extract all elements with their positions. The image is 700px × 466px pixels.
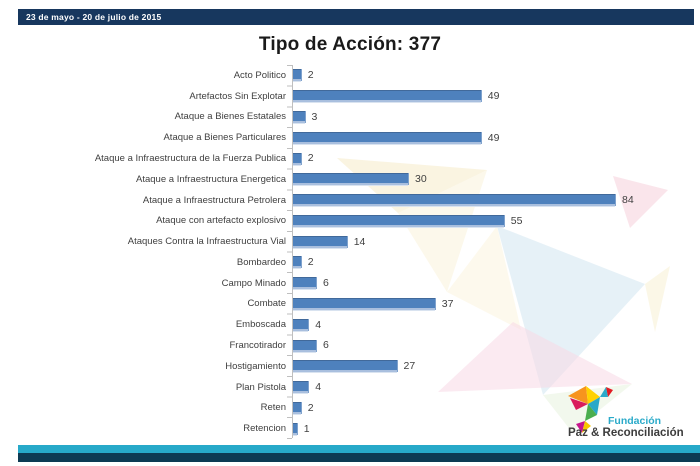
bar [293, 153, 301, 165]
category-label: Retencion [243, 423, 286, 435]
category-label: Bombardeo [236, 256, 286, 268]
value-label: 30 [415, 173, 427, 186]
footer-dark-strip [18, 453, 700, 462]
date-range-banner [18, 9, 694, 25]
date-range-text: 23 de mayo - 20 de julio de 2015 [26, 12, 162, 22]
chart-row [0, 252, 700, 273]
bar [293, 90, 481, 102]
value-label: 49 [487, 90, 500, 103]
bar [293, 298, 435, 310]
chart-row [0, 210, 700, 231]
bar [293, 173, 408, 185]
org-logo [556, 384, 696, 442]
chart-row [0, 314, 700, 335]
category-label: Ataque a Bienes Estatales [174, 111, 286, 123]
category-label: Ataque a Infraestructura Petrolera [142, 194, 286, 206]
bar [293, 194, 615, 206]
bar [293, 360, 397, 372]
category-label: Campo Minado [221, 277, 286, 289]
category-label: Reten [260, 402, 286, 414]
category-label: Francotirador [229, 339, 286, 351]
chart-row [0, 127, 700, 148]
value-label: 49 [487, 131, 500, 144]
category-label: Ataque a Infraestructura Energetica [136, 173, 286, 185]
value-label: 4 [315, 381, 322, 394]
chart-row [0, 65, 700, 86]
chart-row [0, 356, 700, 377]
value-label: 2 [307, 69, 314, 82]
value-label: 2 [307, 401, 314, 414]
bar [293, 319, 308, 331]
chart-row [0, 231, 700, 252]
category-label: Hostigamiento [225, 360, 286, 372]
bar [293, 132, 481, 144]
value-label: 6 [323, 277, 329, 290]
chart-row [0, 190, 700, 211]
bar [293, 256, 301, 268]
value-label: 6 [323, 339, 329, 352]
category-label: Ataque con artefacto explosivo [156, 215, 286, 227]
chart-row [0, 294, 700, 315]
bar [293, 402, 301, 414]
value-label: 3 [311, 110, 318, 123]
bar [293, 423, 297, 435]
category-label: Ataque a Bienes Particulares [163, 132, 286, 144]
category-label: Combate [247, 298, 286, 310]
logo-org-name: Fundación [608, 415, 662, 427]
value-label: 4 [315, 318, 322, 331]
chart-row [0, 335, 700, 356]
bar [293, 111, 305, 123]
category-label: Ataque a Infraestructura de la Fuerza Publica [94, 152, 286, 164]
chart-row [0, 273, 700, 294]
category-label: Emboscada [235, 319, 286, 331]
chart-row [0, 169, 700, 190]
category-label: Ataques Contra la Infraestructura Vial [127, 236, 286, 248]
chart-row [0, 86, 700, 107]
bar-chart [0, 65, 700, 439]
page-title: Tipo de Acción: 377 [258, 34, 442, 55]
bar [293, 69, 301, 81]
bar [293, 215, 504, 227]
footer-accent-strip [18, 445, 700, 453]
category-label: Plan Pistola [235, 381, 286, 393]
value-label: 27 [403, 360, 416, 373]
logo-org-subname: Paz & Reconciliación [568, 427, 684, 439]
category-label: Acto Politico [233, 69, 286, 81]
value-label: 84 [622, 194, 634, 207]
value-label: 14 [353, 235, 366, 248]
chart-row [0, 107, 700, 128]
value-label: 37 [441, 297, 454, 310]
category-label: Artefactos Sin Explotar [189, 90, 286, 102]
bar [293, 236, 347, 248]
value-label: 1 [303, 422, 310, 435]
value-label: 55 [510, 214, 523, 227]
bar [293, 381, 308, 393]
chart-row [0, 148, 700, 169]
bar [293, 277, 316, 289]
value-label: 2 [307, 152, 314, 165]
value-label: 2 [307, 256, 314, 269]
bar [293, 340, 316, 352]
